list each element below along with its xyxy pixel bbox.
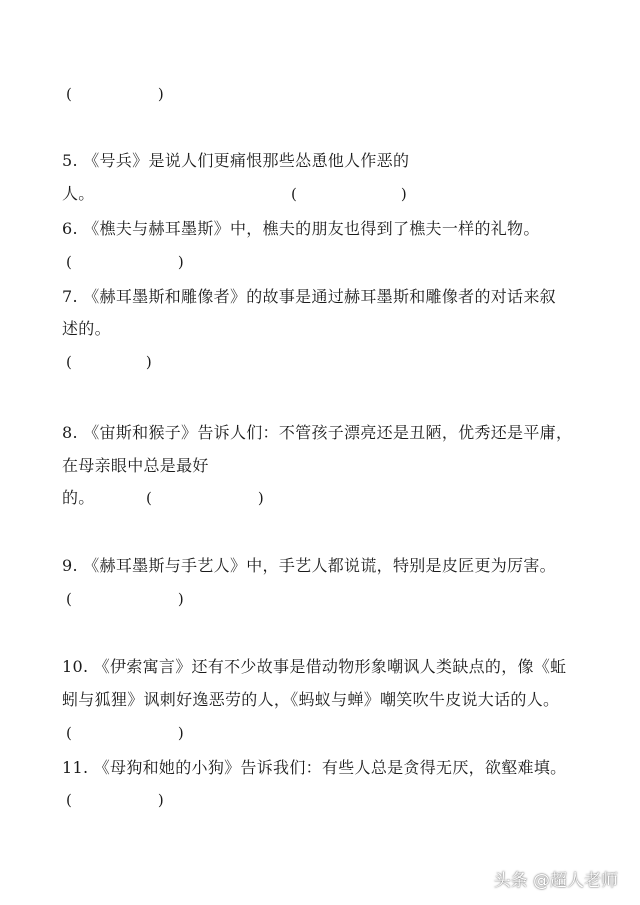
paren-close: ) [400,185,407,203]
paren-close: ) [157,85,164,103]
q5-line-1: 5. 《号兵》是说人们更痛恨那些怂恿他人作恶的 [62,151,410,170]
paren-open: ( [66,791,72,809]
q8-line-3: 的。 [62,488,95,507]
q8-line-1: 8. 《宙斯和猴子》告诉人们：不管孩子漂亮还是丑陋，优秀还是平庸， [62,423,573,442]
q8-line-2: 在母亲眼中总是最好 [62,456,209,475]
paren-open: ( [291,185,297,203]
q10-line-2: 蚓与狐狸》讽刺好逸恶劳的人，《蚂蚁与蝉》嘲笑吹牛皮说大话的人。 [62,690,560,709]
answer-blank-q9[interactable] [66,589,184,609]
paren-open: ( [66,724,72,742]
q10-line-1: 10. 《伊索寓言》还有不少故事是借动物形象嘲讽人类缺点的，像《蚯 [62,657,567,676]
answer-blank-q11[interactable] [66,790,164,810]
q5-line-2: 人。 [62,184,95,203]
answer-blank-q8[interactable] [146,488,264,508]
q6-line-1: 6. 《樵夫与赫耳墨斯》中，樵夫的朋友也得到了樵夫一样的礼物。 [62,219,540,238]
q9-line-1: 9. 《赫耳墨斯与手艺人》中，手艺人都说谎，特别是皮匠更为厉害。 [62,556,556,575]
paren-open: ( [66,590,72,608]
paren-close: ) [177,253,184,271]
paren-open: ( [66,353,72,371]
paren-open: ( [66,85,72,103]
paren-open: ( [146,489,152,507]
q11-line-1: 11. 《母狗和她的小狗》告诉我们：有些人总是贪得无厌，欲壑难填。 [62,758,567,777]
answer-blank-q7[interactable] [66,352,152,372]
source-watermark: 头条 @超人老师 [493,871,618,891]
paren-close: ) [177,590,184,608]
answer-blank-q10[interactable] [66,723,184,743]
paren-close: ) [257,489,264,507]
paren-close: ) [157,791,164,809]
answer-blank-q6[interactable] [66,252,184,272]
q7-line-2: 述的。 [62,319,111,338]
paren-close: ) [177,724,184,742]
answer-blank-q4[interactable] [66,84,164,104]
paren-close: ) [145,353,152,371]
q7-line-1: 7. 《赫耳墨斯和雕像者》的故事是通过赫耳墨斯和雕像者的对话来叙 [62,287,556,306]
paren-open: ( [66,253,72,271]
answer-blank-q5[interactable] [291,184,407,204]
